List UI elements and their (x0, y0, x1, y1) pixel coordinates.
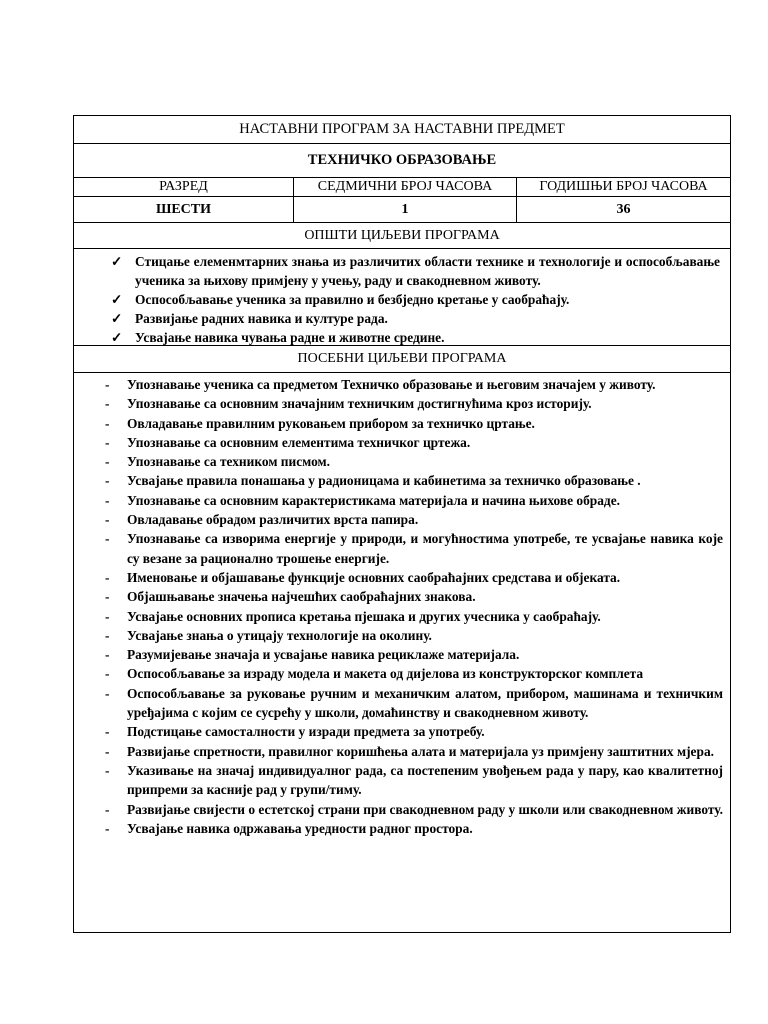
specific-goal-text: Указивање на значај индивидуалног рада, са постепеним увођењем рада у пару, као квалитетној припреми за касније рад у групи/тиму. (127, 762, 723, 798)
dash-bullet-icon: - (105, 396, 110, 412)
dash-bullet-icon: - (105, 492, 110, 508)
dash-bullet-icon: - (105, 415, 110, 431)
yearly-hours-value: 36 (616, 202, 631, 217)
dash-bullet-icon: - (105, 512, 110, 528)
table-header-row (74, 178, 730, 197)
specific-goal-item (74, 568, 730, 587)
subject-name: ТЕХНИЧКО ОБРАЗОВАЊЕ (74, 144, 730, 178)
general-goal-item (74, 328, 730, 347)
specific-goals-list (74, 373, 730, 838)
specific-goal-item (74, 664, 730, 683)
specific-goal-item (74, 587, 730, 606)
specific-goal-text: Упознавање са изворима енергије у природи, и могућностима употребе, те усвајање навика које су везане за рационално трошење енергије. (127, 531, 723, 566)
general-goals-list (74, 249, 730, 346)
specific-goal-text: Усвајање знања о утицају технологије на околину. (127, 627, 432, 643)
general-goal-text: Усвајање навика чувања радне и животне средине. (135, 330, 445, 345)
dash-bullet-icon: - (105, 685, 110, 701)
specific-goal-item (74, 510, 730, 529)
specific-goal-item (74, 394, 730, 413)
specific-goal-text: Усвајање основних прописа кретања пјешака и других учесника у саобраћају. (127, 608, 601, 624)
general-goals-heading: ОПШТИ ЦИЉЕВИ ПРОГРАМА (74, 223, 730, 249)
dash-bullet-icon: - (105, 762, 110, 778)
general-goal-item (74, 252, 730, 290)
dash-bullet-icon: - (105, 608, 110, 624)
specific-goal-item (74, 742, 730, 761)
dash-bullet-icon: - (105, 666, 110, 682)
column-header-yearly-hours: ГОДИШЊИ БРОЈ ЧАСОВА (539, 179, 708, 194)
general-goal-text: Оспособљавање ученика за правилно и безбједно кретање у саобраћају. (135, 292, 570, 307)
specific-goal-text: Упознавање са основним значајним техничким достигнућима кроз историју. (127, 396, 592, 412)
specific-goal-text: Оспособљавање за руковање ручним и механичким алатом, прибором, машинама и техничким уређајима с којим се сусрећу у школи, домаћинству и свакодневном животу. (127, 685, 723, 721)
checkmark-icon: ✓ (111, 311, 123, 326)
column-header-weekly-hours: СЕДМИЧНИ БРОЈ ЧАСОВА (294, 178, 517, 196)
dash-bullet-icon: - (105, 743, 110, 759)
specific-goal-text: Објашњавање значења најчешћих саобраћајних знакова. (127, 589, 476, 605)
general-goal-item (74, 309, 730, 328)
column-header-grade: РАЗРЕД (74, 178, 294, 196)
specific-goal-text: Оспособљавање за израду модела и макета од дијелова из конструкторског комплета (127, 666, 644, 682)
dash-bullet-icon: - (105, 377, 110, 392)
checkmark-icon: ✓ (111, 292, 123, 307)
specific-goal-item (74, 645, 730, 664)
specific-goal-text: Развијање спретности, правилног коришћења алата и материјала уз примјену заштитних мјера. (127, 743, 714, 759)
dash-bullet-icon: - (105, 820, 110, 836)
specific-goal-text: Упознавање са основним карактеристикама материјала и начина њихове обраде. (127, 492, 620, 508)
specific-goal-item (74, 761, 730, 800)
document-title: НАСТАВНИ ПРОГРАМ ЗА НАСТАВНИ ПРЕДМЕТ (74, 116, 730, 144)
specific-goals-heading: ПОСЕБНИ ЦИЉЕВИ ПРОГРАМА (74, 346, 730, 373)
curriculum-document (73, 115, 731, 933)
dash-bullet-icon: - (105, 531, 110, 547)
specific-goal-text: Усвајање навика одржавања уредности радног простора. (127, 820, 473, 836)
specific-goal-item (74, 529, 730, 568)
specific-goal-item (74, 433, 730, 452)
table-values-row (74, 197, 730, 223)
general-goal-item (74, 290, 730, 309)
specific-goal-item (74, 819, 730, 838)
specific-goal-item (74, 800, 730, 819)
specific-goal-text: Упознавање са основним елементима техничког цртежа. (127, 434, 471, 450)
specific-goal-text: Овладавање правилним руковањем прибором за техничко цртање. (127, 415, 535, 431)
specific-goal-item (74, 375, 730, 394)
general-goal-text: Стицање елеменмтарних знања из различитих области технике и технологије и оспособљавање ученика за њихову примјену у учењу, раду и свакодневном животу. (135, 254, 720, 288)
general-goal-text: Развијање радних навика и културе рада. (135, 311, 388, 326)
dash-bullet-icon: - (105, 724, 110, 740)
specific-goal-text: Разумијевање значаја и усвајање навика рециклаже материјала. (127, 647, 520, 663)
specific-goal-item (74, 471, 730, 490)
specific-goal-item (74, 684, 730, 723)
dash-bullet-icon: - (105, 647, 110, 663)
dash-bullet-icon: - (105, 801, 110, 817)
dash-bullet-icon: - (105, 473, 110, 489)
dash-bullet-icon: - (105, 434, 110, 450)
specific-goal-item (74, 491, 730, 510)
specific-goal-item (74, 607, 730, 626)
specific-goal-text: Упознавање са техником писмом. (127, 454, 331, 470)
specific-goal-text: Подстицање самосталности у изради предмета за употребу. (127, 724, 485, 740)
specific-goal-item (74, 414, 730, 433)
checkmark-icon: ✓ (111, 330, 123, 345)
specific-goal-text: Именовање и објашавање функције основних саобраћајних средстава и објеката. (127, 569, 621, 585)
specific-goal-item (74, 626, 730, 645)
dash-bullet-icon: - (105, 589, 110, 605)
specific-goal-text: Развијање свијести о естетској страни при свакодневном раду у школи или свакодневном животу. (127, 801, 723, 817)
dash-bullet-icon: - (105, 569, 110, 585)
specific-goal-item (74, 722, 730, 741)
dash-bullet-icon: - (105, 627, 110, 643)
weekly-hours-value: 1 (294, 197, 517, 222)
specific-goal-text: Усвајање правила понашања у радионицама и кабинетима за техничко образовање . (127, 473, 641, 489)
specific-goal-text: Упознавање ученика са предметом Техничко образовање и његовим значајем у животу. (127, 377, 656, 392)
specific-goal-item (74, 452, 730, 471)
dash-bullet-icon: - (105, 454, 110, 470)
checkmark-icon: ✓ (111, 254, 123, 269)
grade-value: ШЕСТИ (74, 197, 294, 222)
specific-goal-text: Овладавање обрадом различитих врста папира. (127, 512, 419, 528)
